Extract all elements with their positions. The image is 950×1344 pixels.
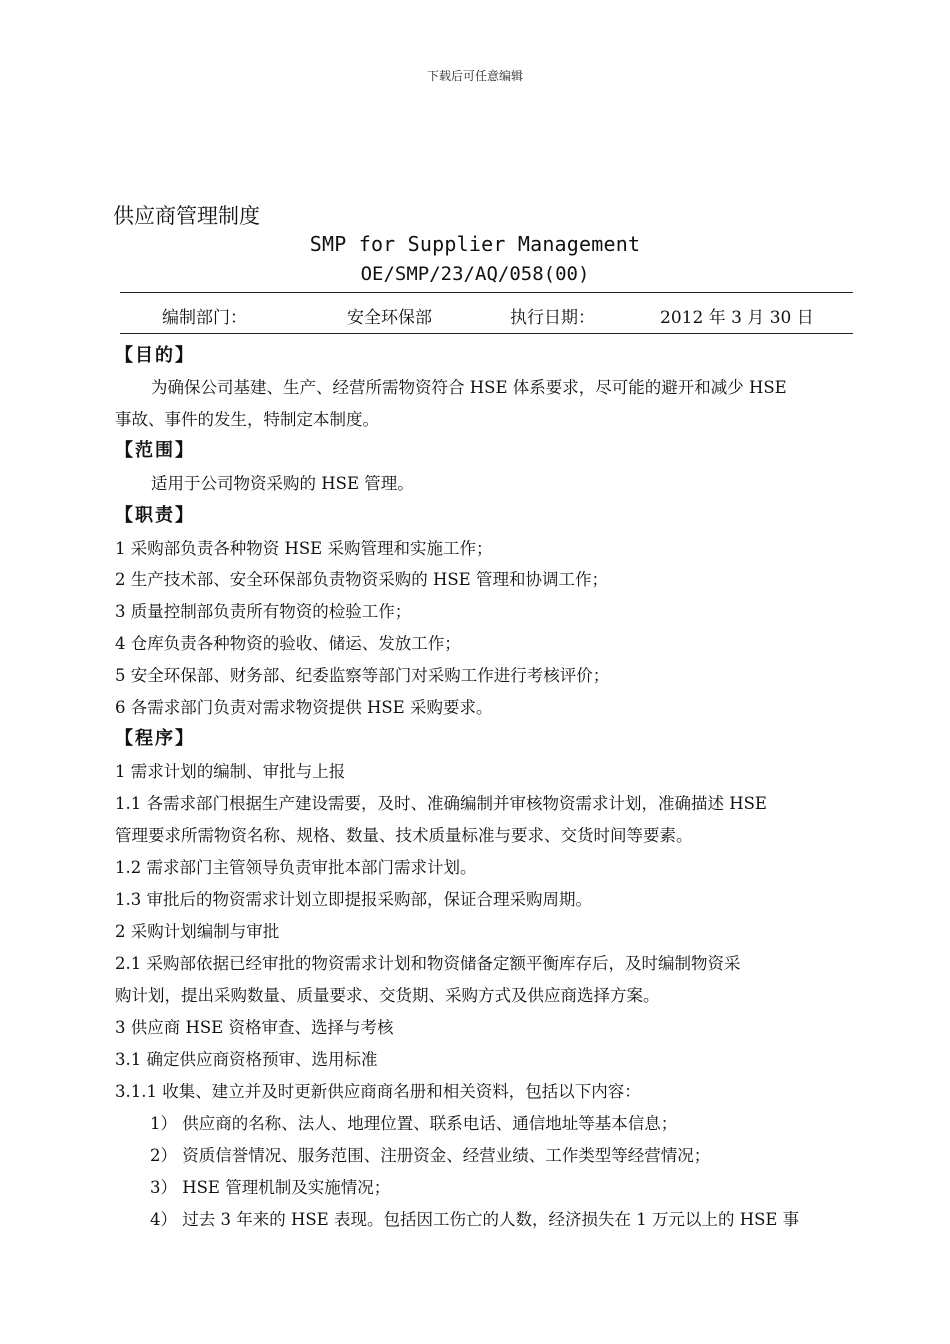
duty-item: 5 安全环保部、财务部、纪委监察等部门对采购工作进行考核评价； <box>115 666 610 685</box>
procedure-line: 1.3 审批后的物资需求计划立即提报采购部，保证合理采购周期。 <box>115 890 592 909</box>
procedure-subitem: 2） 资质信誉情况、服务范围、注册资金、经营业绩、工作类型等经营情况； <box>150 1146 711 1165</box>
scope-line: 适用于公司物资采购的 HSE 管理。 <box>151 474 414 493</box>
section-heading-procedure: 【程序】 <box>115 728 195 749</box>
section-heading-duties: 【职责】 <box>115 505 195 526</box>
purpose-line: 为确保公司基建、生产、经营所需物资符合 HSE 体系要求，尽可能的避开和减少 HSE <box>151 378 787 397</box>
dept-label: 编制部门： <box>162 308 247 328</box>
procedure-line: 1.2 需求部门主管领导负责审批本部门需求计划。 <box>115 858 477 877</box>
date-label: 执行日期： <box>510 308 595 328</box>
english-title: SMP for Supplier Management <box>309 232 641 256</box>
document-code: OE/SMP/23/AQ/058(00) <box>360 263 590 285</box>
procedure-line: 2 采购计划编制与审批 <box>115 922 280 941</box>
procedure-line: 3.1.1 收集、建立并及时更新供应商商名册和相关资料，包括以下内容： <box>115 1082 641 1101</box>
duty-item: 1 采购部负责各种物资 HSE 采购管理和实施工作； <box>115 539 493 558</box>
procedure-subitem: 1） 供应商的名称、法人、地理位置、联系电话、通信地址等基本信息； <box>150 1114 678 1133</box>
section-heading-purpose: 【目的】 <box>115 345 195 366</box>
procedure-line: 1.1 各需求部门根据生产建设需要，及时、准确编制并审核物资需求计划，准确描述 HSE <box>115 794 767 813</box>
procedure-line: 管理要求所需物资名称、规格、数量、技术质量标准与要求、交货时间等要素。 <box>115 826 693 845</box>
date-value: 2012 年 3 月 30 日 <box>660 308 814 328</box>
purpose-line: 事故、事件的发生，特制定本制度。 <box>115 410 379 429</box>
procedure-line: 2.1 采购部依据已经审批的物资需求计划和物资储备定额平衡库存后，及时编制物资采 <box>115 954 741 973</box>
duty-item: 4 仓库负责各种物资的验收、储运、发放工作； <box>115 634 461 653</box>
procedure-line: 3 供应商 HSE 资格审查、选择与考核 <box>115 1018 394 1037</box>
document-title: 供应商管理制度 <box>113 204 260 228</box>
procedure-line: 购计划，提出采购数量、质量要求、交货期、采购方式及供应商选择方案。 <box>115 986 660 1005</box>
header-rule-bottom <box>120 333 853 334</box>
procedure-subitem: 3） HSE 管理机制及实施情况； <box>150 1178 391 1197</box>
header-rule-top <box>120 292 853 293</box>
section-heading-scope: 【范围】 <box>115 440 195 461</box>
duty-item: 3 质量控制部负责所有物资的检验工作； <box>115 602 412 621</box>
duty-item: 2 生产技术部、安全环保部负责物资采购的 HSE 管理和协调工作； <box>115 570 608 589</box>
procedure-line: 3.1 确定供应商资格预审、选用标准 <box>115 1050 378 1069</box>
dept-value: 安全环保部 <box>347 308 432 328</box>
duty-item: 6 各需求部门负责对需求物资提供 HSE 采购要求。 <box>115 698 493 717</box>
procedure-subitem: 4） 过去 3 年来的 HSE 表现。包括因工伤亡的人数，经济损失在 1 万元以上的 HSE 事 <box>150 1210 800 1229</box>
header-note: 下载后可任意编辑 <box>426 69 523 83</box>
procedure-line: 1 需求计划的编制、审批与上报 <box>115 762 346 781</box>
